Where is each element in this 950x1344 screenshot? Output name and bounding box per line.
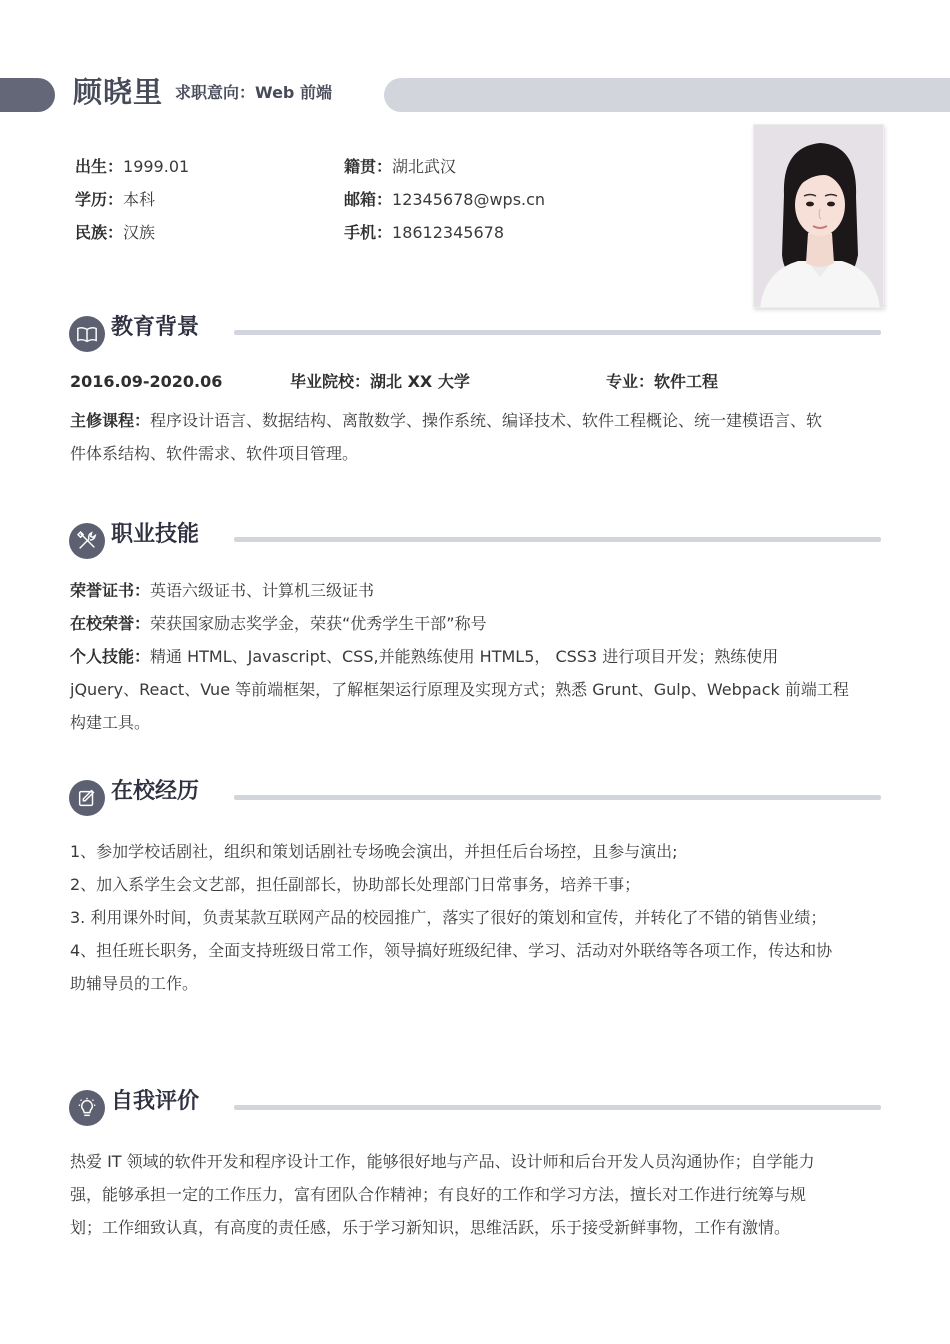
book-icon bbox=[69, 316, 105, 352]
section-title-self-eval: 自我评价 bbox=[111, 1089, 200, 1114]
info-degree bbox=[75, 189, 155, 211]
portrait-illustration bbox=[754, 125, 884, 308]
info-phone-value: 18612345678 bbox=[392, 223, 504, 242]
section-title-education: 教育背景 bbox=[111, 315, 200, 340]
candidate-name: 顾晓里 bbox=[73, 75, 164, 109]
info-birth bbox=[75, 156, 189, 178]
info-email bbox=[344, 189, 545, 211]
info-native-value: 湖北武汉 bbox=[392, 157, 457, 176]
header-accent-bar bbox=[384, 78, 950, 112]
self-eval-line: 强，能够承担一定的工作压力，富有团队合作精神；有良好的工作和学习方法，擅长对工作进行统筹与规 bbox=[70, 1185, 807, 1204]
skills-personal-line1: 精通 HTML、Javascript、CSS,并能熟练使用 HTML5， CSS3 进行项目开发；熟练使用 bbox=[150, 647, 779, 666]
info-ethnic-value: 汉族 bbox=[123, 223, 156, 242]
info-ethnic-label: 民族： bbox=[75, 223, 124, 242]
section-divider-skills bbox=[234, 537, 881, 542]
campus-item: 3. 利用课外时间，负责某款互联网产品的校园推广，落实了很好的策划和宣传，并转化了不错的销售业绩； bbox=[70, 908, 827, 927]
section-divider-education bbox=[234, 330, 881, 335]
info-phone-label: 手机： bbox=[344, 223, 393, 242]
job-intent: 求职意向：Web 前端 bbox=[175, 83, 332, 102]
self-eval-line: 划；工作细致认真，有高度的责任感，乐于学习新知识，思维活跃，乐于接受新鲜事物，工作有激情。 bbox=[70, 1218, 791, 1237]
skills-personal-label: 个人技能： bbox=[70, 647, 151, 666]
skills-cert-value: 英语六级证书、计算机三级证书 bbox=[150, 581, 375, 600]
edu-courses-line1: 程序设计语言、数据结构、离散数学、操作系统、编译技术、软件工程概论、统一建模语言、软 bbox=[150, 411, 823, 430]
campus-list bbox=[70, 835, 880, 1000]
section-divider-self-eval bbox=[234, 1105, 881, 1110]
tools-icon bbox=[69, 523, 105, 559]
edu-major: 专业：软件工程 bbox=[606, 372, 719, 391]
profile-photo bbox=[753, 124, 884, 308]
skills-cert-label: 荣誉证书： bbox=[70, 581, 151, 600]
info-phone bbox=[344, 222, 504, 244]
skills-personal-line2: jQuery、React、Vue 等前端框架，了解框架运行原理及实现方式；熟悉 Grunt、Gulp、Webpack 前端工程 bbox=[70, 680, 849, 699]
campus-item: 2、加入系学生会文艺部，担任副部长，协助部长处理部门日常事务，培养干事； bbox=[70, 875, 641, 894]
edu-school: 毕业院校：湖北 XX 大学 bbox=[290, 372, 470, 391]
self-eval-line: 热爱 IT 领域的软件开发和程序设计工作，能够很好地与产品、设计师和后台开发人员沟通协作；自学能力 bbox=[70, 1152, 815, 1171]
campus-item: 助辅导员的工作。 bbox=[70, 974, 199, 993]
skills-honor-value: 荣获国家励志奖学金，荣获“优秀学生干部”称号 bbox=[150, 614, 487, 633]
skills-personal bbox=[70, 640, 880, 739]
edu-period: 2016.09-2020.06 bbox=[70, 372, 223, 391]
skills-honor-label: 在校荣誉： bbox=[70, 614, 151, 633]
self-eval-text bbox=[70, 1145, 880, 1244]
info-native-label: 籍贯： bbox=[344, 157, 393, 176]
info-email-label: 邮箱： bbox=[344, 190, 393, 209]
header-accent-left bbox=[0, 78, 55, 112]
lightbulb-icon bbox=[69, 1090, 105, 1126]
skills-cert bbox=[70, 580, 374, 602]
section-title-skills: 职业技能 bbox=[111, 522, 200, 547]
info-degree-value: 本科 bbox=[123, 190, 156, 209]
skills-personal-line3: 构建工具。 bbox=[70, 713, 151, 732]
info-birth-label: 出生： bbox=[75, 157, 124, 176]
campus-item: 1、参加学校话剧社，组织和策划话剧社专场晚会演出，并担任后台场控，且参与演出; bbox=[70, 842, 678, 861]
edu-courses-label: 主修课程： bbox=[70, 411, 151, 430]
info-birth-value: 1999.01 bbox=[123, 157, 190, 176]
campus-item: 4、担任班长职务，全面支持班级日常工作，领导搞好班级纪律、学习、活动对外联络等各项工作，传达和协 bbox=[70, 941, 833, 960]
section-divider-campus bbox=[234, 795, 881, 800]
edu-courses-line2: 件体系结构、软件需求、软件项目管理。 bbox=[70, 444, 359, 463]
edu-courses bbox=[70, 404, 880, 470]
info-native bbox=[344, 156, 456, 178]
info-email-value: 12345678@wps.cn bbox=[392, 190, 546, 209]
edit-note-icon bbox=[69, 780, 105, 816]
info-degree-label: 学历： bbox=[75, 190, 124, 209]
skills-honor bbox=[70, 613, 487, 635]
info-ethnic bbox=[75, 222, 155, 244]
section-title-campus: 在校经历 bbox=[111, 779, 200, 804]
